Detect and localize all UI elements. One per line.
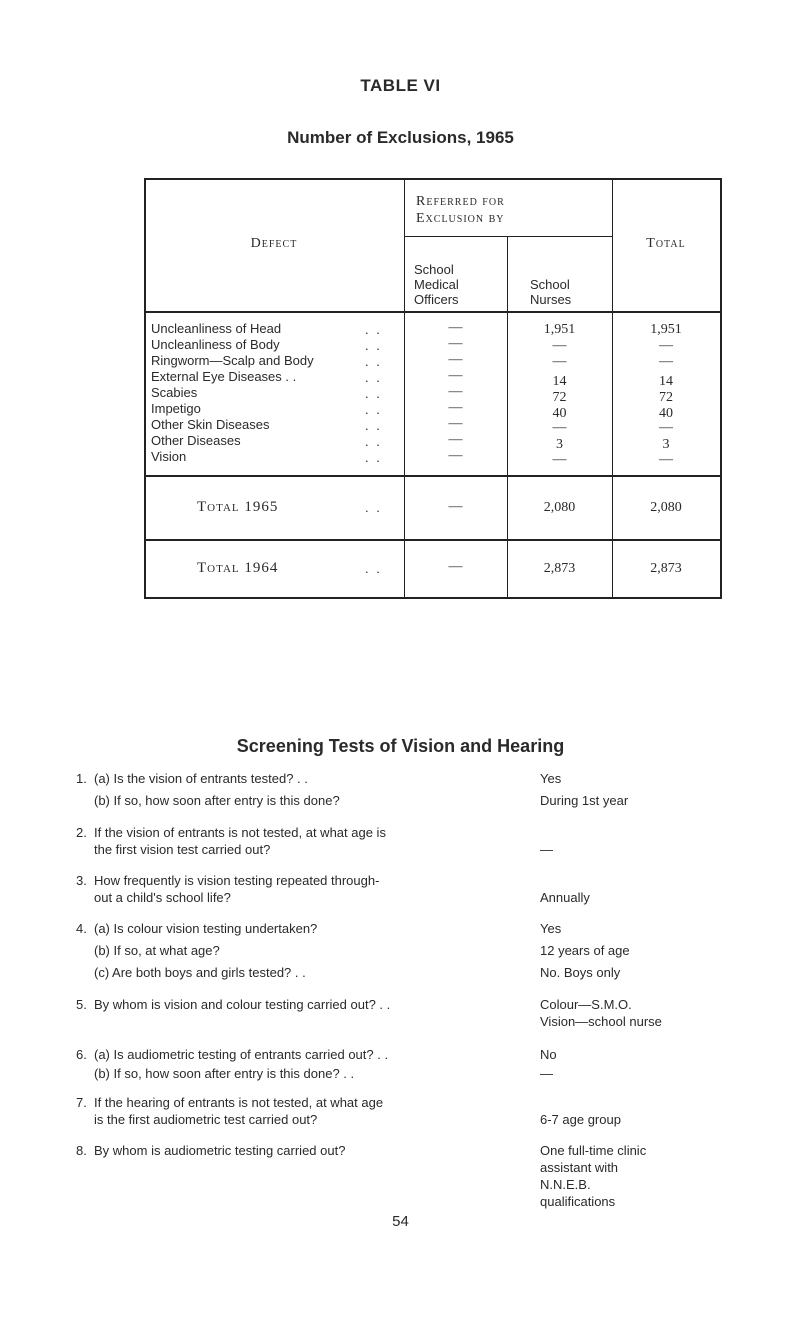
row-defect-7: Other Diseases	[151, 433, 241, 448]
row-nurses-7: 3	[556, 437, 563, 452]
item-7-line-b: is the first audiometric test carried out?	[94, 1112, 318, 1127]
row-defect-4: Scabies	[151, 385, 198, 400]
row-smo-8: —	[448, 448, 463, 463]
total-1964-nurses: 2,873	[543, 561, 576, 576]
item-2-num: 2.	[76, 825, 87, 840]
row-nurses-5: 40	[552, 406, 567, 421]
table-title: Number of Exclusions, 1965	[287, 128, 514, 147]
item-4-num: 4.	[76, 921, 87, 936]
item-6-line-b: (b) If so, how soon after entry is this done? . .	[94, 1066, 355, 1081]
header-smo-line1: School	[414, 262, 454, 277]
dot-leaders: . . . . . . . . . . . . . . . . . .	[365, 322, 382, 465]
row-defect-8: Vision	[151, 449, 187, 464]
row-nurses-2: —	[552, 354, 567, 369]
item-6-line-a: (a) Is audiometric testing of entrants carried out? . .	[94, 1047, 389, 1062]
screening-title: Screening Tests of Vision and Hearing	[236, 736, 565, 756]
item-8-num: 8.	[76, 1143, 87, 1158]
item-4-line-c: (c) Are both boys and girls tested? . .	[94, 965, 306, 980]
header-smo-line3: Officers	[414, 292, 459, 307]
row-total-4: 72	[659, 390, 673, 405]
total-1964-smo: —	[448, 559, 463, 574]
item-1-line-b: (b) If so, how soon after entry is this done?	[94, 793, 340, 808]
item-7-line-a: If the hearing of entrants is not tested, at what age	[94, 1095, 384, 1110]
item-8-answer-d: qualifications	[540, 1194, 616, 1209]
header-total: Total	[646, 236, 686, 251]
item-8-answer-a: One full-time clinic	[540, 1143, 647, 1158]
header-nurses-line2: Nurses	[530, 292, 572, 307]
table-label: TABLE VI	[360, 76, 441, 95]
item-8-answer-c: N.N.E.B.	[540, 1177, 591, 1192]
row-smo-7: —	[448, 432, 463, 447]
item-4-answer-a: Yes	[540, 921, 562, 936]
item-3-answer: Annually	[540, 890, 590, 905]
item-8-line-a: By whom is audiometric testing carried out?	[94, 1143, 346, 1158]
item-8-answer-b: assistant with	[540, 1160, 619, 1175]
row-smo-5: —	[448, 400, 463, 415]
total-1965-smo: —	[448, 499, 463, 514]
total-1964-label: Total 1964	[197, 560, 279, 576]
row-smo-2: —	[448, 352, 463, 367]
total-1964-total: 2,873	[650, 561, 682, 576]
row-total-6: —	[659, 420, 673, 435]
item-1-num: 1.	[76, 771, 87, 786]
item-2-line-b: the first vision test carried out?	[94, 842, 271, 857]
row-total-2: —	[659, 354, 673, 369]
item-4-answer-c: No. Boys only	[540, 965, 621, 980]
row-nurses-1: —	[552, 338, 567, 353]
row-total-0: 1,951	[650, 322, 682, 337]
total-1965-nurses: 2,080	[543, 500, 576, 515]
row-smo-6: —	[448, 416, 463, 431]
row-total-3: 14	[659, 374, 673, 389]
total-1965-dots: . .	[365, 500, 382, 515]
total-1965-label: Total 1965	[197, 499, 279, 515]
item-2-answer: —	[540, 842, 553, 857]
row-defect-3: External Eye Diseases . .	[151, 369, 297, 384]
item-4-line-b: (b) If so, at what age?	[94, 943, 220, 958]
row-smo-3: —	[448, 368, 463, 383]
row-defect-6: Other Skin Diseases	[151, 417, 270, 432]
item-4-answer-b: 12 years of age	[540, 943, 630, 958]
row-smo-1: —	[448, 336, 463, 351]
header-referred-line1: Referred for	[416, 194, 505, 209]
row-defect-1: Uncleanliness of Body	[151, 337, 280, 352]
row-nurses-8: —	[552, 452, 567, 467]
item-1-answer-a: Yes	[540, 771, 562, 786]
item-2-line-a: If the vision of entrants is not tested, at what age is	[94, 825, 386, 840]
row-defect-5: Impetigo	[151, 401, 201, 416]
header-nurses-line1: School	[530, 277, 570, 292]
header-referred-line2: Exclusion by	[416, 211, 505, 226]
item-6-answer-b: —	[540, 1066, 553, 1081]
total-1964-dots: . .	[365, 561, 382, 576]
item-6-answer-a: No	[540, 1047, 557, 1062]
header-smo-line2: Medical	[414, 277, 459, 292]
item-1-line-a: (a) Is the vision of entrants tested? . .	[94, 771, 308, 786]
row-nurses-4: 72	[552, 390, 567, 405]
row-defect-2: Ringworm—Scalp and Body	[151, 353, 314, 368]
total-1965-total: 2,080	[650, 500, 682, 515]
row-smo-0: —	[448, 320, 463, 335]
row-nurses-0: 1,951	[543, 322, 576, 337]
header-defect: Defect	[250, 236, 298, 251]
row-total-5: 40	[659, 406, 673, 421]
row-total-8: —	[659, 452, 673, 467]
item-5-num: 5.	[76, 997, 87, 1012]
item-3-num: 3.	[76, 873, 87, 888]
item-7-answer: 6-7 age group	[540, 1112, 621, 1127]
item-7-num: 7.	[76, 1095, 87, 1110]
item-3-line-a: How frequently is vision testing repeated through-	[94, 873, 380, 888]
item-3-line-b: out a child's school life?	[94, 890, 231, 905]
page-number: 54	[392, 1213, 409, 1230]
row-total-7: 3	[662, 437, 670, 452]
row-nurses-3: 14	[552, 374, 567, 389]
item-1-answer-b: During 1st year	[540, 793, 629, 808]
item-5-answer-b: Vision—school nurse	[540, 1014, 662, 1029]
row-total-1: —	[659, 338, 673, 353]
row-smo-4: —	[448, 384, 463, 399]
item-6-num: 6.	[76, 1047, 87, 1062]
row-defect-0: Uncleanliness of Head	[151, 321, 282, 336]
item-4-line-a: (a) Is colour vision testing undertaken?	[94, 921, 318, 936]
row-nurses-6: —	[552, 420, 567, 435]
item-5-line-a: By whom is vision and colour testing carried out? . .	[94, 997, 391, 1012]
item-5-answer-a: Colour—S.M.O.	[540, 997, 632, 1012]
